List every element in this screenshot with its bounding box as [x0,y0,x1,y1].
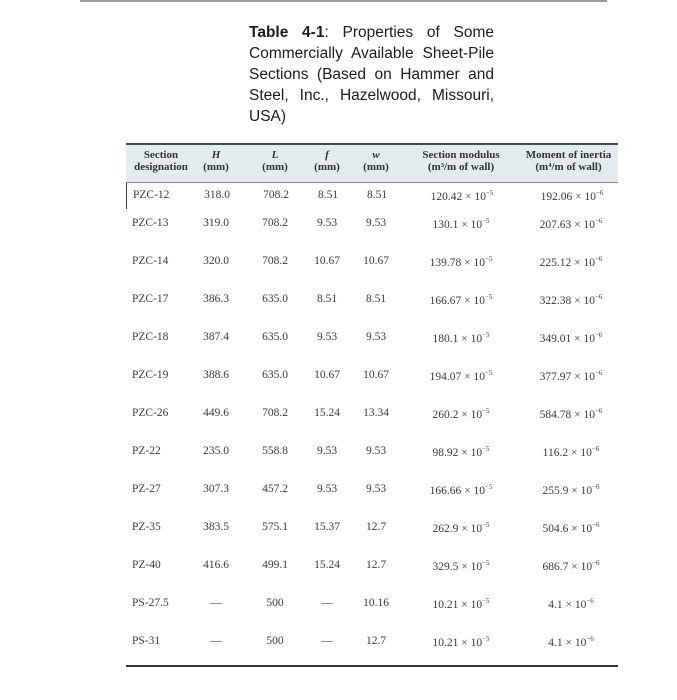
cell-h: 416.6 [203,559,229,571]
cell-w: 13.34 [363,407,389,419]
table-row [126,475,618,513]
table-row [126,551,618,589]
cell-l: 708.2 [262,255,288,267]
cell-h: 449.6 [203,407,229,419]
cell-designation: PZC-17 [132,293,169,305]
table-row [126,323,618,361]
cell-section-modulus: $139.78 \times 10^{-5}$ [429,255,493,269]
table-row [126,361,618,399]
cell-designation: PZ-40 [132,559,161,571]
cell-designation: PZC-14 [132,255,169,267]
cell-moment-of-inertia: $504.6 \times 10^{-6}$ [542,521,600,535]
cell-w: 10.16 [363,597,389,609]
cell-moment-of-inertia: $225.12 \times 10^{-6}$ [539,255,603,269]
header-moment-of-inertia: Moment of inertia (m⁴/m of wall) [525,149,612,173]
cell-moment-of-inertia: $349.01 \times 10^{-6}$ [539,331,603,345]
cell-l: 708.2 [262,217,288,229]
cell-w: 12.7 [365,635,387,647]
cell-moment-of-inertia: $686.7 \times 10^{-6}$ [542,559,600,573]
cell-designation: PZ-22 [132,445,161,457]
cell-designation: PZ-27 [132,483,161,495]
cell-moment-of-inertia: $116.2 \times 10^{-6}$ [542,445,600,459]
cell-f: — [321,635,333,647]
table-row [126,183,618,209]
cell-l: 499.1 [262,559,288,571]
caption-label: Table 4-1 [249,24,325,41]
cell-f: 8.51 [316,293,338,305]
cell-h: 388.6 [203,369,229,381]
cell-section-modulus: $329.5 \times 10^{-5}$ [432,559,490,573]
cell-l: 575.1 [262,521,288,533]
cell-w: 9.53 [365,217,387,229]
cell-designation: PZC-19 [132,369,169,381]
cell-section-modulus: $180.1 \times 10^{-5}$ [432,331,490,345]
cell-designation: PZC-13 [132,217,169,229]
cell-f: 15.24 [314,559,340,571]
table-row [126,589,618,627]
top-rule [80,0,607,2]
cell-moment-of-inertia: $192.06 \times 10^{-6}$ [540,189,604,203]
table-caption [249,22,494,127]
cell-f: 10.67 [314,255,340,267]
cell-l: 500 [266,635,284,647]
cell-w: 10.67 [363,255,389,267]
cell-section-modulus: $262.9 \times 10^{-5}$ [432,521,490,535]
cell-h: 235.0 [203,445,229,457]
cell-designation: PS-27.5 [132,597,169,609]
cell-designation: PZC-18 [132,331,169,343]
cell-f: 9.53 [316,217,338,229]
cell-section-modulus: $194.07 \times 10^{-5}$ [429,369,493,383]
cell-w: 9.53 [365,331,387,343]
cell-h: 383.5 [203,521,229,533]
cell-l: 558.8 [262,445,288,457]
cell-l: 635.0 [262,369,288,381]
header-w: w (mm) [363,149,389,173]
cell-section-modulus: $130.1 \times 10^{-5}$ [432,217,490,231]
cell-moment-of-inertia: $255.9 \times 10^{-6}$ [542,483,600,497]
cell-moment-of-inertia: $377.97 \times 10^{-6}$ [539,369,603,383]
cell-f: 8.51 [317,189,339,201]
cell-h: 319.0 [203,217,229,229]
caption-text: : Properties of Some Commercially Available Sheet-Pile Sections (Based on Hammer and Steel, Inc., Hazelwood, Missouri, USA) [249,24,494,125]
cell-section-modulus: $10.21 \times 10^{-5}$ [432,635,490,649]
cell-l: 457.2 [262,483,288,495]
cell-f: 15.24 [314,407,340,419]
table-row [126,513,618,551]
cell-h: 386.3 [203,293,229,305]
cell-h: — [210,597,222,609]
cell-w: 8.51 [366,189,388,201]
cell-designation: PZC-26 [132,407,169,419]
cell-h: 307.3 [203,483,229,495]
cell-f: 10.67 [314,369,340,381]
cell-h: 320.0 [203,255,229,267]
table-row [126,247,618,285]
cell-designation: PZC-12 [133,189,170,201]
cell-section-modulus: $166.66 \times 10^{-5}$ [429,483,493,497]
cell-section-modulus: $98.92 \times 10^{-5}$ [432,445,490,459]
cell-f: 9.53 [316,445,338,457]
cell-moment-of-inertia: $4.1 \times 10^{-6}$ [548,635,594,649]
cell-moment-of-inertia: $4.1 \times 10^{-6}$ [548,597,594,611]
cell-w: 12.7 [365,559,387,571]
table-body [126,183,618,665]
header-f: f (mm) [314,149,340,173]
header-l: L (mm) [262,149,288,173]
cell-l: 635.0 [262,293,288,305]
cell-h: — [210,635,222,647]
table-row [126,437,618,475]
cell-section-modulus: $166.67 \times 10^{-5}$ [429,293,493,307]
cell-l: 708.2 [263,189,289,201]
cell-f: 15.37 [314,521,340,533]
cell-h: 318.0 [204,189,230,201]
header-section-modulus: Section modulus (m³/m of wall) [422,149,500,173]
cell-l: 500 [266,597,284,609]
cell-w: 9.53 [365,445,387,457]
cell-h: 387.4 [203,331,229,343]
cell-f: — [321,597,333,609]
cell-w: 9.53 [365,483,387,495]
table-row [126,209,618,247]
properties-table [126,143,618,665]
table-header [126,143,618,183]
cell-l: 708.2 [262,407,288,419]
cell-designation: PS-31 [132,635,161,647]
cell-l: 635.0 [262,331,288,343]
cell-f: 9.53 [316,331,338,343]
bottom-rule [126,665,618,667]
table-row [126,285,618,323]
table-row [126,627,618,665]
cell-w: 10.67 [363,369,389,381]
cell-moment-of-inertia: $322.38 \times 10^{-6}$ [539,293,603,307]
cell-moment-of-inertia: $584.78 \times 10^{-6}$ [539,407,603,421]
cell-f: 9.53 [316,483,338,495]
cell-section-modulus: $10.21 \times 10^{-5}$ [432,597,490,611]
header-designation: Section designation [134,149,188,173]
cell-moment-of-inertia: $207.63 \times 10^{-6}$ [539,217,603,231]
cell-designation: PZ-35 [132,521,161,533]
cell-w: 12.7 [365,521,387,533]
cell-section-modulus: $260.2 \times 10^{-5}$ [432,407,490,421]
header-h: H (mm) [203,149,229,173]
cell-section-modulus: $120.42 \times 10^{-5}$ [430,189,494,203]
cell-w: 8.51 [365,293,387,305]
table-row [126,399,618,437]
